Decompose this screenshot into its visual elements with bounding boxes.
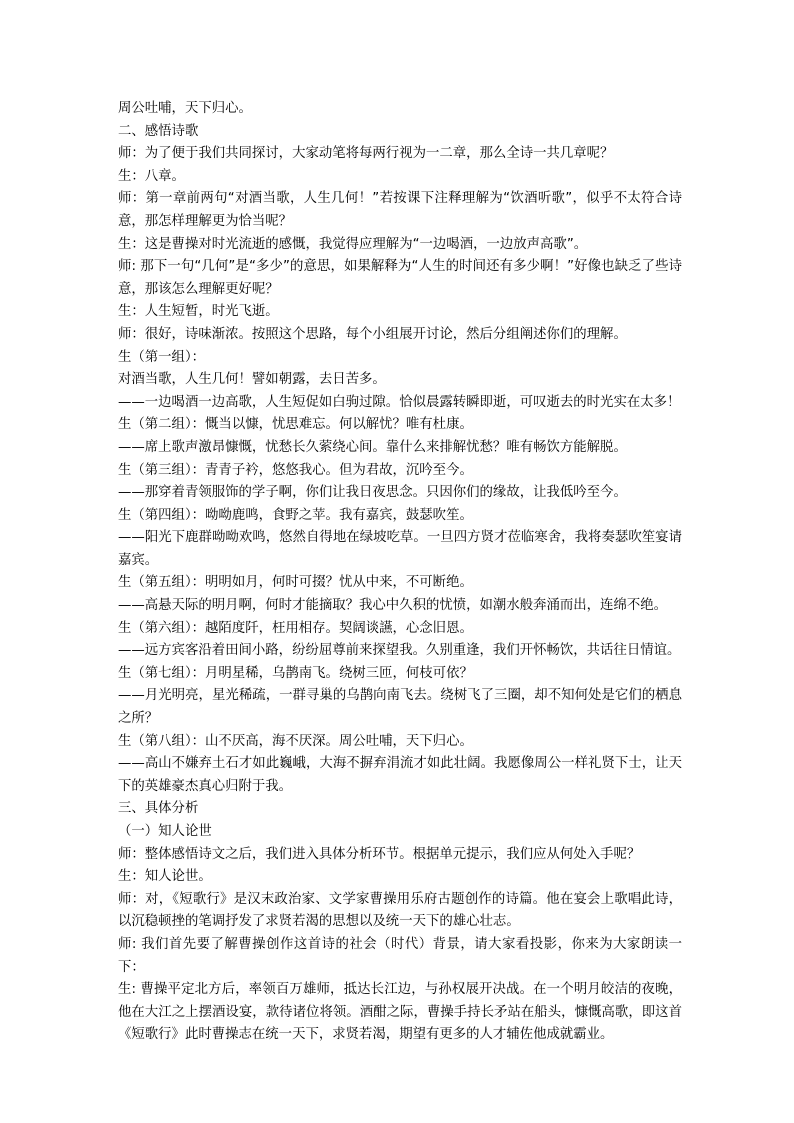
text-line: 师: 那下一句“几何”是“多少”的意思，如果解释为“人生的时间还有多少啊！”好像也缺乏了些诗意，那该怎么理解更好呢？ xyxy=(118,259,682,297)
text-line: 生（第五组）：明明如月，何时可掇？忧从中来，不可断绝。 xyxy=(118,575,473,591)
text-line: 生：知人论世。 xyxy=(118,869,212,885)
text-line: 生（第三组）：青青子衿，悠悠我心。但为君故，沉吟至今。 xyxy=(118,462,473,478)
section-heading: 三、具体分析 xyxy=(118,801,199,817)
text-line: 生：人生短暂，时光飞逝。 xyxy=(118,304,279,320)
text-line: 师：很好，诗味渐浓。按照这个思路，每个小组展开讨论，然后分组阐述你们的理解。 xyxy=(118,326,627,342)
text-line: ——高悬天际的明月啊，何时才能摘取？我心中久积的忧愤，如潮水般奔涌而出，连绵不绝。 xyxy=(118,598,668,614)
text-line: 生：八章。 xyxy=(118,168,185,184)
text-line: ——月光明亮，星光稀疏，一群寻巢的乌鹊向南飞去。绕树飞了三圈，却不知何处是它们的栖息之所？ xyxy=(118,688,682,727)
subsection-heading: （一）知人论世 xyxy=(118,824,212,839)
text-line: 师：第一章前两句“对酒当歌，人生几何！”若按课下注释理解为“饮酒听歌”，似乎不太符合诗意，那怎样理解更为恰当呢？ xyxy=(118,191,682,229)
document-body xyxy=(118,98,682,1047)
text-line: 周公吐哺，天下归心。 xyxy=(118,101,252,116)
text-line: ——席上歌声激昂慷慨，忧愁长久萦绕心间。靠什么来排解忧愁？唯有畅饮方能解脱。 xyxy=(118,439,627,455)
poem-line: 对酒当歌，人生几何！譬如朝露，去日苦多。 xyxy=(118,372,386,388)
text-line: ——阳光下鹿群呦呦欢鸣，悠然自得地在绿坡吃草。一旦四方贤才莅临寒舍，我将奏瑟吹笙宴请嘉宾。 xyxy=(118,530,682,568)
text-line: 生（第八组）：山不厌高，海不厌深。周公吐哺，天下归心。 xyxy=(118,733,473,749)
text-line: 生（第一组）： xyxy=(118,349,206,365)
text-line: 师：对，《短歌行》是汉末政治家、文学家曹操用乐府古题创作的诗篇。他在宴会上歌唱此诗，以沉稳顿挫的笔调抒发了求贤若渴的思想以及统一天下的雄心壮志。 xyxy=(118,891,682,930)
text-line: ——那穿着青领服饰的学子啊，你们让我日夜思念。只因你们的缘故，让我低吟至今。 xyxy=(118,485,627,501)
section-heading: 二、感悟诗歌 xyxy=(118,123,199,139)
text-line: 师：为了便于我们共同探讨，大家动笔将每两行视为一二章，那么全诗一共几章呢？ xyxy=(118,146,614,162)
text-line: 生（第七组）：月明星稀，乌鹊南飞。绕树三匝，何枝可依？ xyxy=(118,665,473,681)
text-line: 生（第二组）：慨当以慷，忧思难忘。何以解忧？唯有杜康。 xyxy=(118,417,473,433)
text-line: ——一边喝酒一边高歌，人生短促如白驹过隙。恰似晨露转瞬即逝，可叹逝去的时光实在太多！ xyxy=(118,394,681,410)
text-line: 生（第六组）：越陌度阡，枉用相存。契阔谈讌，心念旧恩。 xyxy=(118,620,473,636)
text-line: 生: 曹操平定北方后，率领百万雄师，抵达长江边，与孙权展开决战。在一个明月皎洁的夜晚，他在大江之上摆酒设宴，款待诸位将领。酒酣之际，曹操手持长矛站在船头，慷慨高歌，即这首《短歌行》此时曹操志在统一天下，求贤若渴，期望有更多的人才辅佐他成就霸业。 xyxy=(118,982,682,1043)
text-line: 师: 我们首先要了解曹操创作这首诗的社会（时代）背景，请大家看投影，你来为大家朗读一下： xyxy=(118,936,682,975)
text-line: 师：整体感悟诗文之后，我们进入具体分析环节。根据单元提示，我们应从何处入手呢？ xyxy=(118,846,641,862)
text-line: 生（第四组）：呦呦鹿鸣，食野之苹。我有嘉宾，鼓瑟吹笙。 xyxy=(118,507,473,523)
text-line: ——高山不嫌弃土石才如此巍峨，大海不摒弃涓流才如此壮阔。我愿像周公一样礼贤下士，让天下的英雄豪杰真心归附于我。 xyxy=(118,756,682,794)
text-line: ——远方宾客沿着田间小路，纷纷屈尊前来探望我。久别重逢，我们开怀畅饮，共话往日情谊。 xyxy=(118,643,681,659)
text-line: 生：这是曹操对时光流逝的感慨，我觉得应理解为“一边喝酒，一边放声高歌”。 xyxy=(118,236,588,252)
